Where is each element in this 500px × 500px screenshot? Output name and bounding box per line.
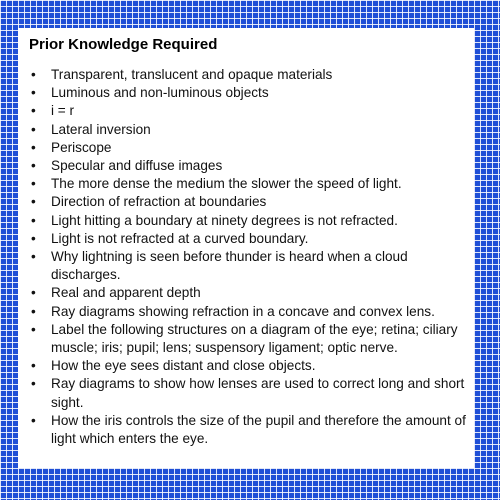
prior-knowledge-list [29, 66, 466, 448]
list-item: • Ray diagrams to show how lenses are used to correct long and short sight. [29, 375, 466, 411]
list-item: • Label the following structures on a diagram of the eye; retina; ciliary muscle; iris; pupil; lens; suspensory ligament; optic nerve. [29, 321, 466, 357]
list-item: • How the eye sees distant and close objects. [29, 357, 466, 375]
list-item: • Light is not refracted at a curved boundary. [29, 230, 466, 248]
list-item: • Light hitting a boundary at ninety degrees is not refracted. [29, 212, 466, 230]
list-item: • Transparent, translucent and opaque materials [29, 66, 466, 84]
list-item: • Real and apparent depth [29, 284, 466, 302]
list-item: • How the iris controls the size of the pupil and therefore the amount of light which enters the eye. [29, 412, 466, 448]
list-item: • Specular and diffuse images [29, 157, 466, 175]
slide-title: Prior Knowledge Required [29, 36, 218, 53]
list-item: • Why lightning is seen before thunder is heard when a cloud discharges. [29, 248, 466, 284]
list-item: • Lateral inversion [29, 121, 466, 139]
list-item: • i = r [29, 102, 466, 120]
list-item: • Luminous and non-luminous objects [29, 84, 466, 102]
list-item: • The more dense the medium the slower the speed of light. [29, 175, 466, 193]
list-item: • Ray diagrams showing refraction in a concave and convex lens. [29, 303, 466, 321]
list-item: • Direction of refraction at boundaries [29, 193, 466, 211]
list-item: • Periscope [29, 139, 466, 157]
content-card [18, 28, 474, 468]
